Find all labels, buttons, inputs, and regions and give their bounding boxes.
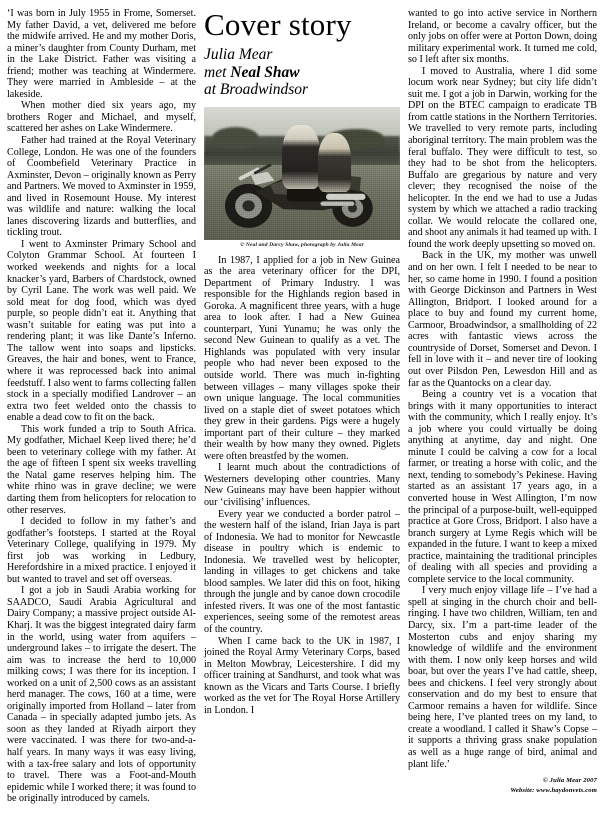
byline-subject-line — [204, 64, 400, 82]
byline-met-label: met — [204, 63, 231, 81]
column-two — [204, 8, 400, 834]
paragraph: wanted to go into active service in Northern Ireland, or become a cavalry officer, but the only jobs on offer were at Porton Down, doing military experimental work. It turned me cold, so I left after six months. — [408, 8, 597, 66]
cover-photo — [204, 107, 400, 240]
byline — [204, 46, 400, 99]
paragraph: Back in the UK, my mother was unwell and on her own. I felt I needed to be near to her, so came home in 1990. I found a position with George Dickinson and Partners in West Allington, Bridport. I looked around for a place to buy and found my current home, Carmoor, Broadwindsor, a smallholding of 22 acres with fantastic views across the countryside of Dorset, Somerset and Devon. I fell in love with it – and never tire of looking out over Pilsdon Pen, Lewesdon Hill and as far as the Quantocks on a clear day. — [408, 250, 597, 389]
column-three — [408, 8, 597, 834]
column-one — [7, 8, 196, 834]
website-line: Website: www.haydonvets.com — [510, 786, 597, 794]
byline-location: at Broadwindsor — [204, 81, 309, 98]
article-credit — [408, 776, 597, 795]
byline-author: Julia Mear — [204, 46, 273, 63]
paragraph: I very much enjoy village life – I’ve had a spell at singing in the church choir and bell-ringing. I have two children, William, ten and Darcy, six. I’m a part-time leader of the Mosterton cubs and enjoy sharing my knowledge of wildlife and the environment with them. I now only keep horses and wild boar, but over the years I’ve had cattle, sheep, bees and chickens. I feel very strongly about conservation and do my best to ensure that Carmoor remains a haven for wildlife. Since being here, I’ve planted trees on my land, to create a woodland. I called it Shaw’s Copse – it supports a thriving grass snake population as well as a huge range of bird, animal and plant life.’ — [408, 585, 597, 770]
paragraph: When I came back to the UK in 1987, I joined the Royal Army Veterinary Corps, based in Melton Mowbray, Leicestershire. I did my officer training at Sandhurst, and took what was known as the Vicars and Tarts Course. I briefly worked as the vet for The Royal Horse Artillery in London. I — [204, 635, 400, 716]
paragraph: I moved to Australia, where I did some locum work near Sydney; but city life didn’t suit me. I got a job in Darwin, working for the DPI on the BTEC campaign to eradicate TB from cattle stations in the Northern Territories. We travelled to very remote parts, including aboriginal territory. The main problem was the feral buffalo. They were difficult to test, so they had to be shot from the helicopters. Buffalo are gregarious by nature and very clever; they recognised the noise of the helicopter. In the end we had to use a Judas system by which we attached a radio tracking collar. We would relocate the collared one, and shoot any animals it had teamed up with. I found the work deeply upsetting so moved on. — [408, 65, 597, 250]
paragraph: I learnt much about the contradictions of Westerners developing other countries. Many New Guineans may have been happier without our ‘civilising’ influences. — [204, 462, 400, 508]
paragraph: Every year we conducted a border patrol – the western half of the island, Irian Jaya is part of Indonesia. We had to monitor for Newcastle disease in poultry which is endemic to Indonesia. We travelled west by helicopter, landing in villages to get chickens and take blood samples. We later did this on foot, hiking through the jungle and by canoe down crocodile infested rivers. It was one of the most fantastic experiences, seeing some of the remotest areas of the country. — [204, 508, 400, 635]
photo-grain-texture — [204, 107, 400, 240]
paragraph: Father had trained at the Royal Veterinary College, London. He was one of the founders of Coombefield Veterinary Practice in Axminster, Devon – originally known as Perry and Partners. We moved to Axminster in 1959, and lived in Rosemount House. My interest was wildlife and nature: walking the local lanes discovering lizards and butterflies, and tickling trout. — [7, 135, 196, 239]
paragraph: When mother died six years ago, my brothers Roger and Michael, and myself, scattered her ashes on Lake Windermere. — [7, 100, 196, 135]
paragraph: Being a country vet is a vocation that brings with it many opportunities to interact with the community, which I really enjoy. It’s a job where you could virtually be doing anything at anytime, day and night. One minute I could be calving a cow for a local farmer, or treating a horse with colic, and the next, tending to somebody’s Pekinese. Having started as an assistant 17 years ago, in a converted house in West Allington, I’m now the principal of a purpose-built, well-equipped practice at Gore Cross, Bridport. I also have a branch surgery at Lyme Regis which will be expanded in the future. I want to keep a mixed practice, maintaining the traditional principles of dealing with all species and providing a complete service to the local community. — [408, 389, 597, 585]
paragraph: In 1987, I applied for a job in New Guinea as the area veterinary officer for the DPI, Department of Primary Industry. I was responsible for the Highlands region based in Goroka. A magnificent three years, with a huge area to look after. I had a New Guinea counterpart, Yuni Yunamu; he was only the second New Guinean to qualify as a vet. The Highlands was populated with very insular people who had never been exposed to the outside world. There was much in-fighting between villages – many villages spoke their own unique language. The local communities lived on a staple diet of sweet potatoes which they grew in their gardens. Pigs were a hugely important part of their culture – they marked their wealth by how many they owned. Piglets were often breastfed by the women. — [204, 254, 400, 462]
paragraph: I went to Axminster Primary School and Colyton Grammar School. At fourteen I worked weekends and nights for a local knacker’s yard, Barbers of Chardstock, owned by Cyril Lane. The work was well paid. We sold meat for dog food, which was dyed purple, so people didn’t eat it. Anything that wasn’t suitable for eating was put into a rendering plant; it was like Dante’s Inferno. The tallow went into soaps and lipsticks. Greaves, the hair and bones, went to France, where it was reprocessed back into animal feedstuff. I also went to farms collecting fallen stock in a specially modified Landrover – an extra two feet welded onto the chassis to enable a dead cow to fit on the back. — [7, 238, 196, 424]
paragraph: I decided to follow in my father’s and godfather’s footsteps. I started at the Royal Veterinary College, qualifying in 1979. My first job was working in Ledbury, Herefordshire in a mixed practice. I enjoyed it but wanted to travel and set off overseas. — [7, 516, 196, 585]
paragraph: I got a job in Saudi Arabia working for SAADCO, Saudi Arabia Agricultural and Dairy Company; a massive project outside Al-Kharj. It was the biggest integrated dairy farm in the world, using water from aquifers – underground lakes – to irrigate the desert. The aim was to increase the herd to 10,000 milking cows; I was there for its inception. I worked on a unit of 2,500 cows as an assistant herd manager. The cows, 160 at a time, were originally imported from Holland – later from Canada – in specially adapted jumbo jets. As soon as they landed at Riyadh airport they were vaccinated. I was there for two-and-a-half years. In many ways it was easy living, with a tax-free salary and lots of opportunity to travel. There was a Foot-and-Mouth epidemic while I worked there; it was found to be originally introduced by camels. — [7, 585, 196, 805]
three-column-layout — [7, 8, 597, 834]
page-title: Cover story — [204, 7, 352, 42]
cover-photo-figure — [204, 107, 400, 249]
copyright-line: © Julia Mear 2007 — [542, 777, 597, 785]
byline-subject-name: Neal Shaw — [230, 63, 300, 81]
paragraph: This work funded a trip to South Africa. My godfather, Michael Keep lived there; he’d been to veterinary college with my father. At the age of fifteen I spent six weeks travelling the Natal game reserves helping him. The white rhino was in grave decline; we were darting them from helicopters for relocation to other reserves. — [7, 423, 196, 516]
photo-caption: © Neal and Darcy Shaw, photograph by Julia Mear — [240, 241, 364, 248]
paragraph: ‘I was born in July 1955 in Frome, Somerset. My father David, a vet, delivered me before the midwife arrived. He and my mother Doris, a miner’s daughter from County Durham, met in the Lake District. Father was visiting a friend; mother was teaching at Windermere. They were married in Ambleside – at the lakeside. — [7, 8, 196, 100]
